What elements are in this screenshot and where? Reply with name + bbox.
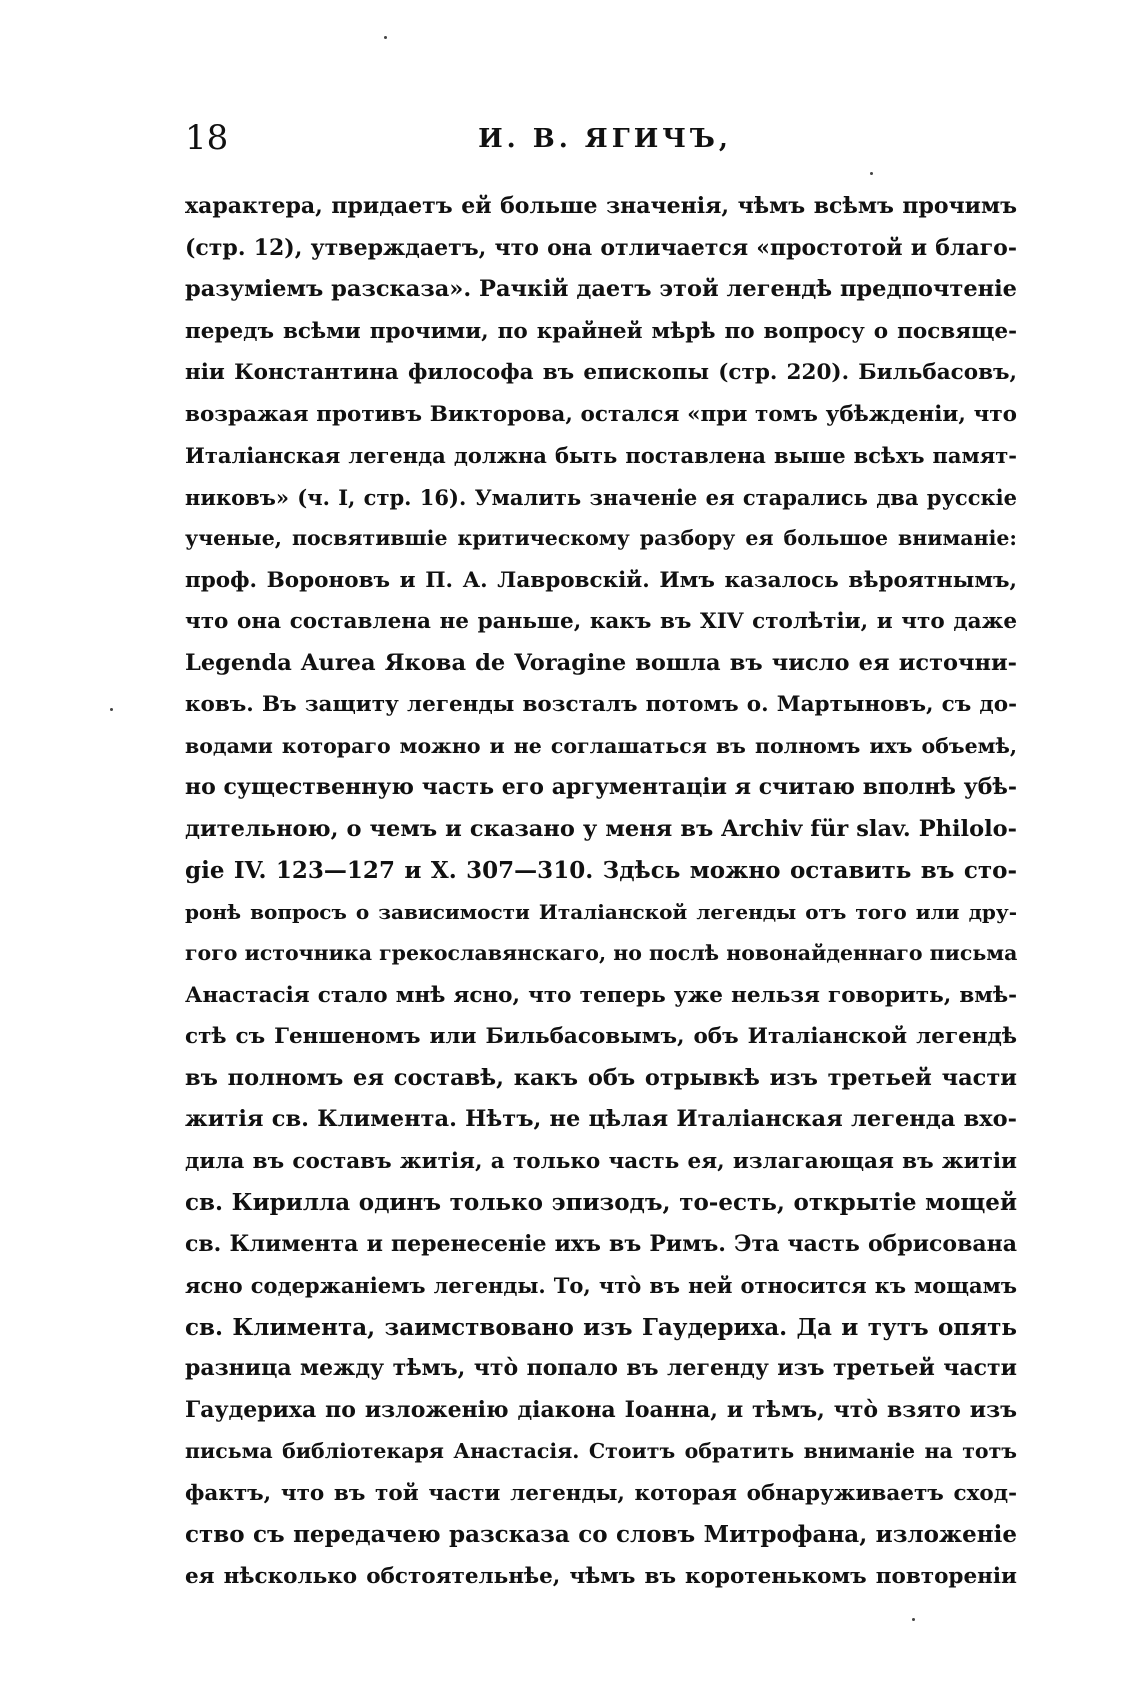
text-line: письма библіотекаря Анастасія. Стоитъ обратить вниманіе на тотъ xyxy=(185,1439,1017,1463)
text-line: ясно содержаніемъ легенды. То, что̀ въ ней относится къ мощамъ xyxy=(185,1273,1017,1298)
text-line: никовъ» (ч. I, стр. 16). Умалить значеніе ея старались два русскіе xyxy=(185,484,1017,510)
text-line: стѣ съ Геншеномъ или Бильбасовымъ, объ Италіанской легендѣ xyxy=(185,1024,1017,1049)
text-line: фактъ, что въ той части легенды, которая обнаруживаетъ сход- xyxy=(185,1480,1017,1506)
text-line: ковъ. Въ защиту легенды возсталъ потомъ о. Мартыновъ, съ до- xyxy=(185,692,1017,717)
print-speck xyxy=(110,708,113,711)
text-line: передъ всѣми прочими, по крайней мѣрѣ по вопросу о посвяще- xyxy=(185,318,1017,344)
print-speck xyxy=(912,1618,915,1621)
text-line: ство съ передачею разсказа со словъ Митрофана, изложеніе xyxy=(185,1521,1017,1548)
page-header xyxy=(185,118,1025,168)
text-line: св. Климента и перенесеніе ихъ въ Римъ. Эта часть обрисована xyxy=(185,1230,1017,1257)
text-line: дила въ составъ житія, а только часть ея, излагающая въ житіи xyxy=(185,1148,1017,1174)
text-line: возражая противъ Викторова, остался «при томъ убѣжденіи, что xyxy=(185,401,1017,427)
text-line: Legenda Aurea Якова de Voragine вошла въ число ея источни- xyxy=(185,649,1017,676)
text-line: но существенную часть его аргументаціи я считаю вполнѣ убѣ- xyxy=(185,774,1017,800)
text-line: гого источника грекославянскаго, но послѣ новонайденнаго письма xyxy=(185,941,1017,965)
text-line: проф. Вороновъ и П. А. Лавровскій. Имъ казалось вѣроятнымъ, xyxy=(185,567,1017,593)
text-line: ронѣ вопросъ о зависимости Италіанской легенды отъ того или дру- xyxy=(185,899,1017,924)
text-line: gie IV. 123—127 и X. 307—310. Здѣсь можно оставить въ сто- xyxy=(185,857,1017,884)
text-line: Анастасія стало мнѣ ясно, что теперь уже нельзя говорить, вмѣ- xyxy=(185,982,1017,1008)
text-line: что она составлена не раньше, какъ въ XIV столѣтіи, и что даже xyxy=(185,609,1017,634)
text-line: въ полномъ ея составѣ, какъ объ отрывкѣ изъ третьей части xyxy=(185,1064,1017,1091)
print-speck xyxy=(870,172,873,175)
text-line: св. Кирилла одинъ только эпизодъ, то-есть, открытіе мощей xyxy=(185,1189,1017,1216)
text-line: св. Климента, заимствовано изъ Гаудериха. Да и тутъ опять xyxy=(185,1313,1017,1341)
text-line: житія св. Климента. Нѣтъ, не цѣлая Италіанская легенда вхо- xyxy=(185,1106,1017,1132)
text-line: Италіанская легенда должна быть поставлена выше всѣхъ памят- xyxy=(185,443,1017,468)
text-line: характера, придаетъ ей больше значенія, чѣмъ всѣмъ прочимъ xyxy=(185,193,1017,219)
text-line: водами котораго можно и не соглашаться въ полномъ ихъ объемѣ, xyxy=(185,733,1017,758)
text-line: ея нѣсколько обстоятельнѣе, чѣмъ въ коротенькомъ повтореніи xyxy=(185,1563,1017,1589)
text-line: дительною, о чемъ и сказано у меня въ Archiv für slav. Philolo- xyxy=(185,815,1017,842)
text-line: (стр. 12), утверждаетъ, что она отличается «простотой и благо- xyxy=(185,234,1017,261)
text-line: ніи Константина философа въ епископы (стр. 220). Бильбасовъ, xyxy=(185,360,1017,385)
body-text xyxy=(185,186,1017,1597)
text-line: Гаудериха по изложенію діакона Іоанна, и тѣмъ, что̀ взято изъ xyxy=(185,1396,1017,1423)
running-head: И. В. ЯГИЧЪ, xyxy=(478,124,732,154)
text-line: разуміемъ разсказа». Рачкій даетъ этой легендѣ предпочтеніе xyxy=(185,276,1017,302)
page-number: 18 xyxy=(185,118,229,158)
text-line: ученые, посвятившіе критическому разбору ея большое вниманіе: xyxy=(185,526,1017,550)
text-line: разница между тѣмъ, что̀ попало въ легенду изъ третьей части xyxy=(185,1355,1017,1381)
print-speck xyxy=(384,36,387,39)
